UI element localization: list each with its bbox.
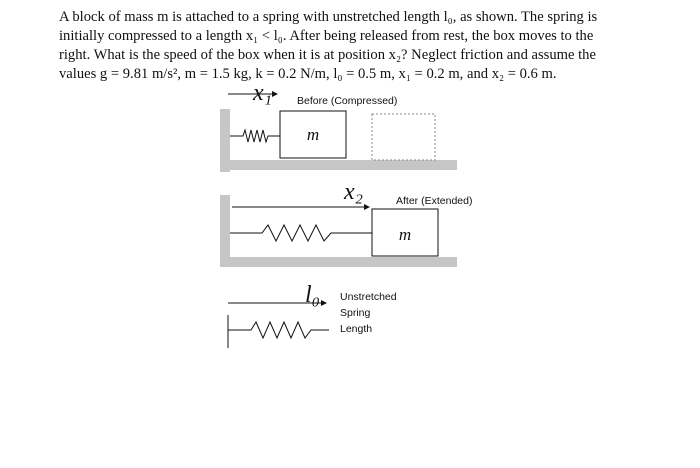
unstretched-panel bbox=[228, 282, 397, 348]
after-wall bbox=[220, 195, 230, 267]
unstretched-caption-2: Spring bbox=[340, 307, 371, 319]
problem-line-3: right. What is the speed of the box when it is at position x₂? Neglect friction and assume the bbox=[59, 47, 596, 63]
extended-spring bbox=[230, 225, 372, 241]
unstretched-spring bbox=[228, 322, 329, 338]
l0-label: l₀ bbox=[305, 282, 321, 308]
after-panel bbox=[220, 179, 472, 267]
after-caption: After (Extended) bbox=[396, 195, 473, 207]
after-floor bbox=[220, 257, 457, 267]
compressed-spring bbox=[230, 130, 280, 142]
x2-label: x₂ bbox=[344, 179, 363, 205]
problem-line-2: initially compressed to a length x₁ < l₀. After being released from rest, the box moves to the bbox=[59, 28, 594, 44]
x1-label: x₁ bbox=[253, 80, 272, 106]
after-mass-label: m bbox=[398, 225, 412, 244]
unstretched-caption-1: Unstretched bbox=[340, 291, 397, 303]
problem-line-4: values g = 9.81 m/s², m = 1.5 kg, k = 0.2 N/m, l₀ = 0.5 m, x₁ = 0.2 m, and x₂ = 0.6 m. bbox=[59, 66, 557, 82]
before-floor bbox=[220, 160, 457, 170]
problem-line-1: A block of mass m is attached to a spring with unstretched length l₀, as shown. The spring is bbox=[59, 9, 598, 25]
before-caption: Before (Compressed) bbox=[297, 95, 398, 107]
unstretched-caption-3: Length bbox=[340, 323, 373, 335]
before-mass-label: m bbox=[306, 125, 320, 144]
ghost-block-outline bbox=[372, 114, 435, 160]
before-panel bbox=[220, 80, 457, 172]
